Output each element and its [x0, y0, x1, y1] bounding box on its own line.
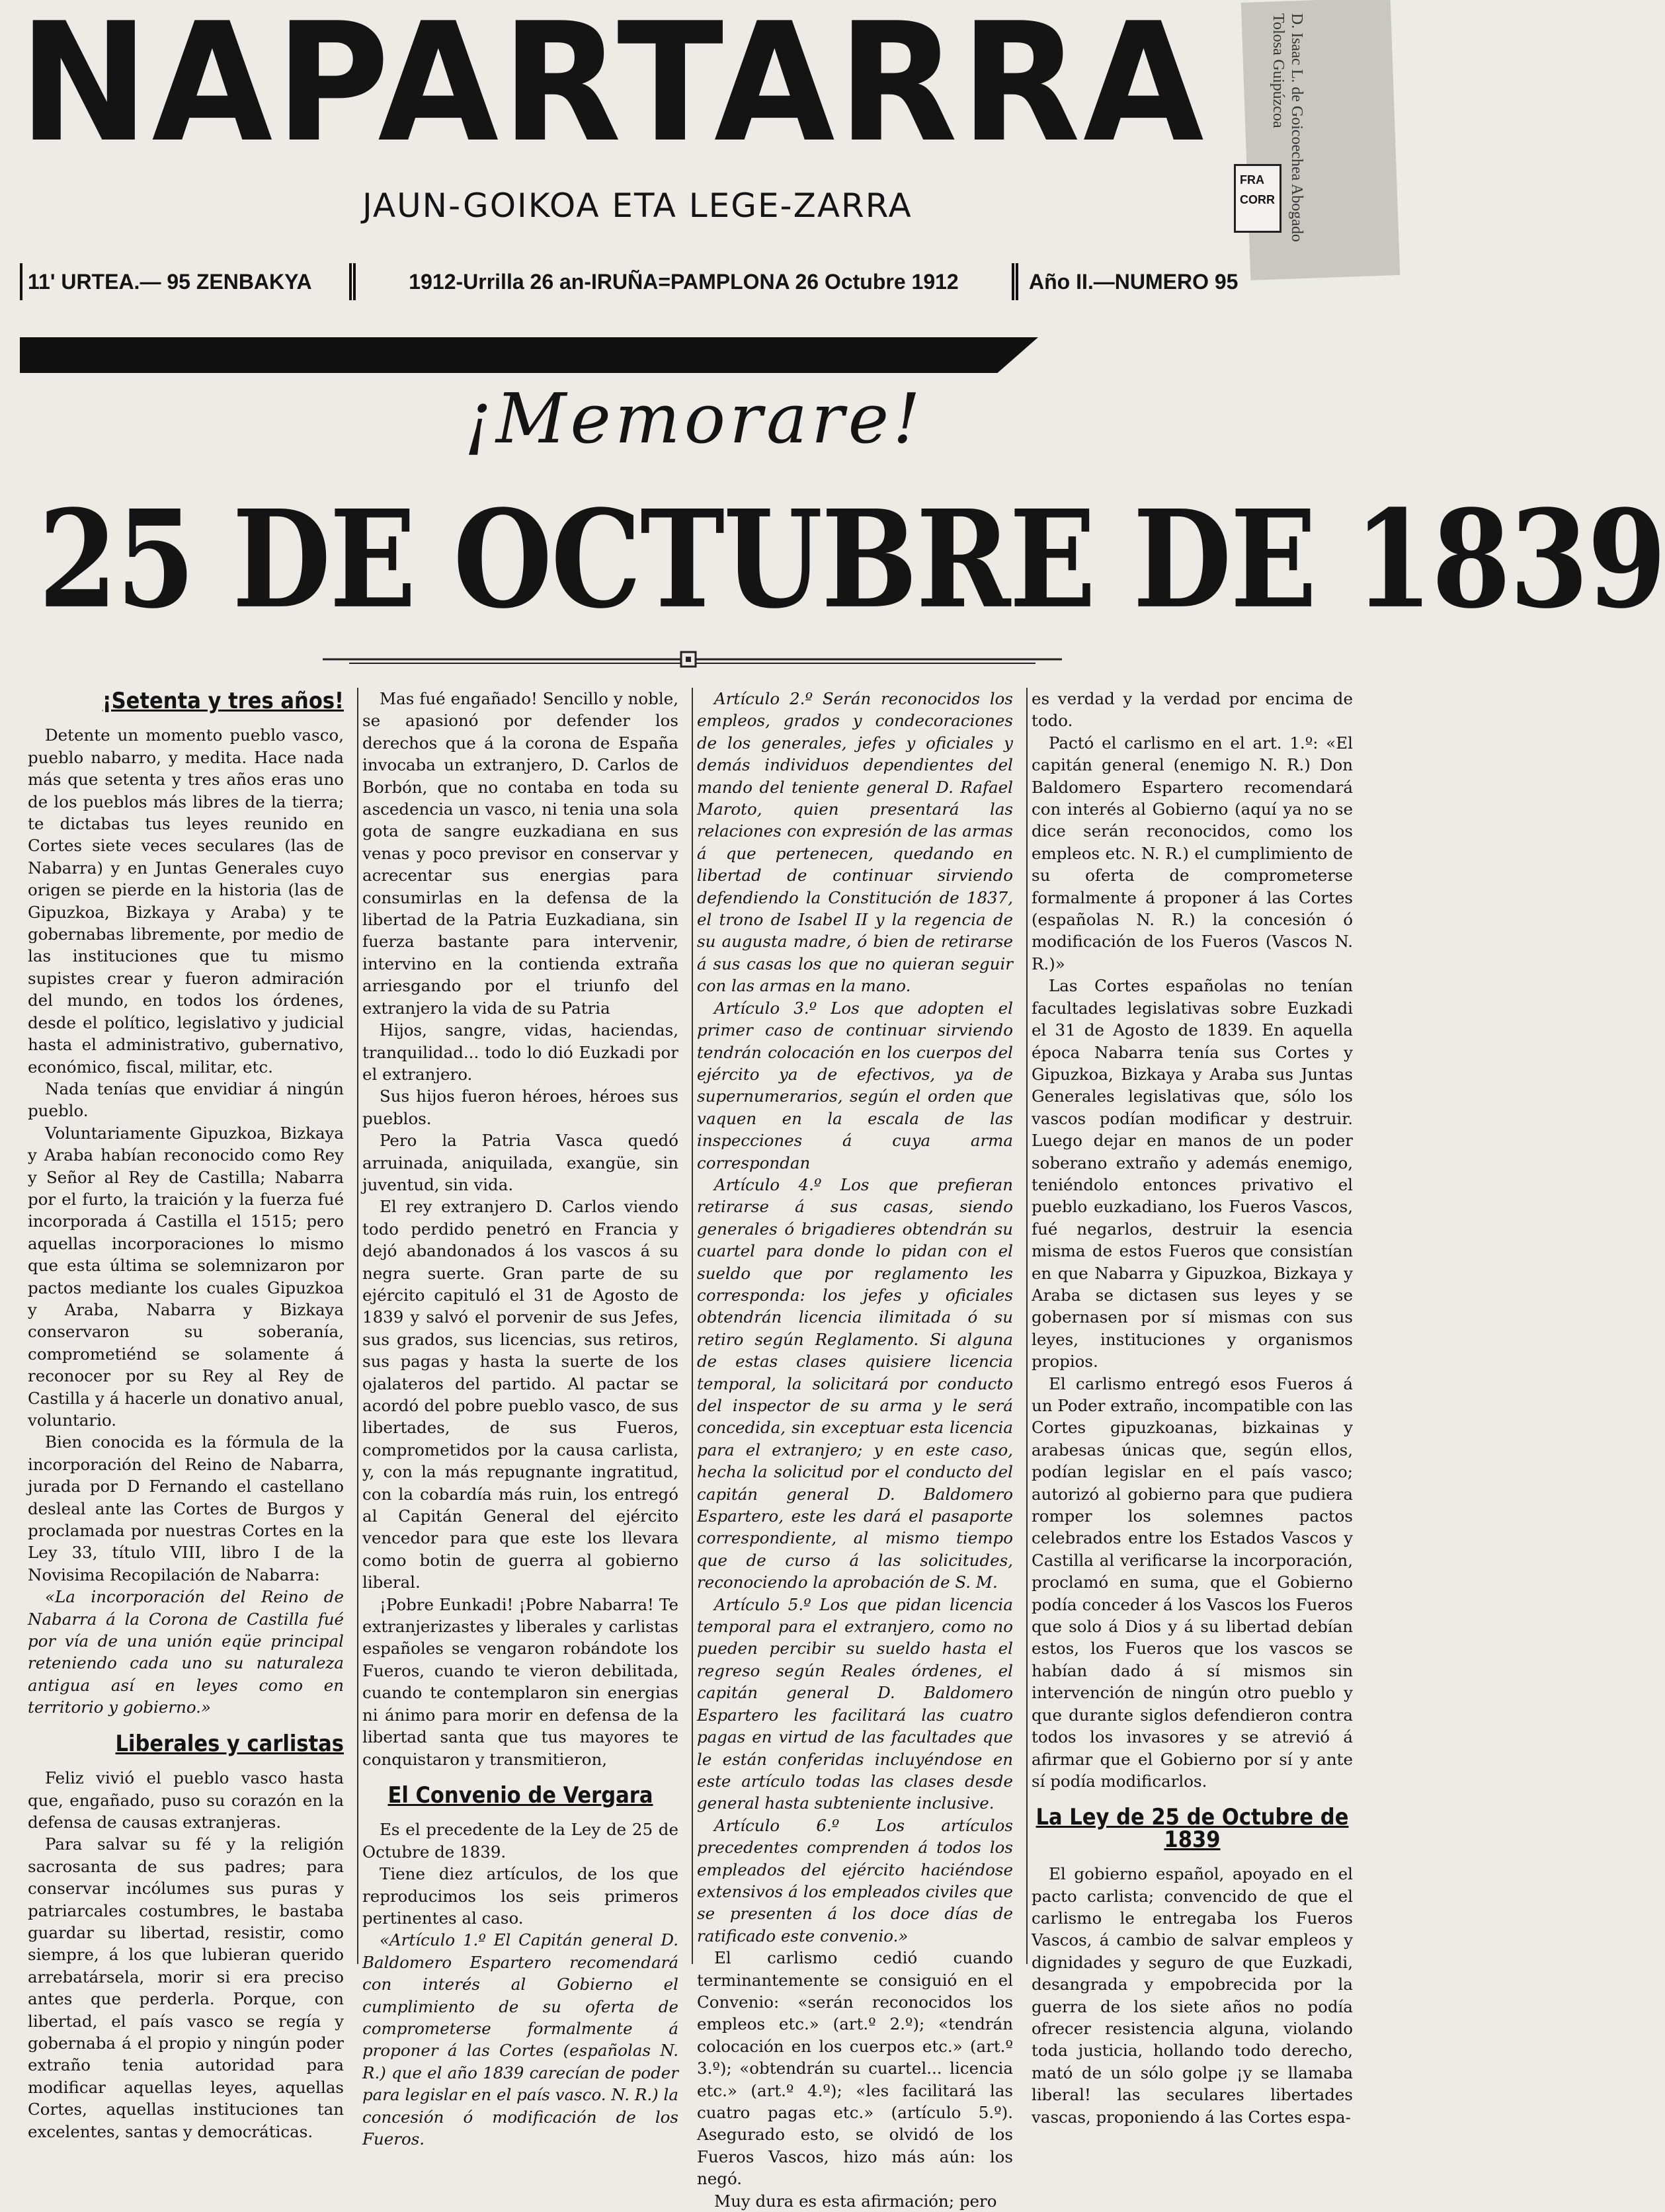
article-quote: Artículo 3.º Los que adopten el primer caso de continuar sirviendo tendrán colocación en los cuerpos del ejército ya de efectivos, ya de supernumerarios, según el orden que vaquen en la escala de las inspecciones á cuya arma correspondan [697, 998, 1013, 1172]
paragraph: Las Cortes españolas no tenían facultades legislativas sobre Euzkadi el 31 de Agosto de 1839. En aquella época Nabarra tenía sus Cortes y Gipuzkoa, Bizkaya y Araba sus Juntas Generales legislativas que, sólo los vascos podían modificar y destruir. Luego dejar en manos de un poder soberano extraño y además enemigo, teniéndolo entonces privativo el pueblo euzkadiano, los Fueros Vascos, fué negarlos, destruir la esencia misma de estos Fueros que consistían en que Nabarra y Gipuzkoa, Bizkaya y Araba se dictasen sus leyes y se gobernasen por sí mismas con sus leyes, instituciones y organismos propios. [1032, 976, 1353, 1372]
paragraph: El gobierno español, apoyado en el pacto carlista; convencido de que el carlismo le entregaba los Fueros Vascos, á cambio de salvar empleos y dignidades y seguro de que Euzkadi, desangrada y empobrecida por la guerra de los siete años no podía ofrecer resistencia alguna, violando toda justicia, hollando todo derecho, mató de un sólo golpe ¡y se llamaba liberal! las seculares libertades vascas, proponiendo á las Cortes espa- [1032, 1864, 1353, 2127]
dateline-issue-basque: 11' URTEA.— 95 ZENBAKYA [28, 269, 312, 294]
postage-line-2: CORR [1240, 193, 1275, 206]
paragraph: Hijos, sangre, vidas, haciendas, tranquilidad... todo lo dió Euzkadi por el extranjero. [362, 1020, 678, 1084]
kicker-headline: ¡Memorare! [464, 378, 924, 459]
paragraph: Voluntariamente Gipuzkoa, Bizkaya y Araba habían reconocido como Rey y Señor al Rey de Castilla; Nabarra por el furto, la traición y la fuerza fué incorporada á Castilla el 1515; pero aquellas incorporaciones lo mismo que esta última se solemnizaron por pactos mediante los cuales Gipuzkoa y Araba, Nabarra y Bizkaya conservaron su soberanía, comprometiénd se solamente á reconocer por su Rey al Rey de Castilla y á hacerle un donativo anual, voluntario. [28, 1123, 344, 1430]
paragraph: Es el precedente de la Ley de 25 de Octubre de 1839. [362, 1820, 678, 1862]
decorative-bar [20, 337, 1038, 373]
main-headline: 25 DE OCTUBRE DE 1839 [38, 479, 1665, 639]
article-quote: Artículo 4.º Los que prefieran retirarse á sus casas, siendo generales ó brigadieres obtendrán su cuartel para donde lo pidan con el sueldo que por reglamento les corresponda: los jefes y oficiales obtendrán licencia ilimitada ó su retiro según Reglamento. Si alguna de estas clases quisiere licencia temporal, la solicitará por conducto del inspector de su arma y le será concedida, sin exceptuar esta licencia para el extranjero; y en este caso, hecha la solicitud por el conducto del capitán general D. Baldomero Espartero, este les dará el pasaporte correspondiente, al mismo tiempo que de curso á las solicitudes, reconociendo la aprobación de S. M. [697, 1174, 1013, 1592]
address-sticker [1241, 0, 1401, 280]
address-sticker-text: D. Isaac L. de Goicoechea Abogado Tolosa Guipúzcoa [1270, 13, 1305, 242]
column-3 [697, 688, 1013, 2212]
dateline-divider [349, 263, 356, 300]
column-2 [362, 688, 678, 2150]
paragraph: Pero la Patria Vasca quedó arruinada, aniquilada, exangüe, sin juventud, sin vida. [362, 1131, 678, 1194]
article-quote: Artículo 2.º Serán reconocidos los empleos, grados y condecoraciones de los generales, jefes y oficiales y demás individuos dependientes del mando del teniente general D. Rafael Maroto, quien presentará las relaciones con expresión de las armas á que pertenecen, quedando en libertad de continuar sirviendo defendiendo la Constitución de 1837, el trono de Isabel II y la regencia de su augusta madre, ó bien de retirarse á sus casas los que no quieran seguir con las armas en la mano. [697, 689, 1013, 996]
dateline-divider [1012, 263, 1018, 300]
ornamental-rule [323, 649, 1062, 669]
dateline-rule-left [20, 263, 24, 300]
article-quote: Artículo 6.º Los artículos precedentes comprenden á todos los empleados del ejército haciéndose extensivos á los empleados civiles que se presenten á los doce días de ratificado este convenio.» [697, 1815, 1013, 1946]
section-heading-liberales: Liberales y carlistas [115, 1730, 344, 1757]
dateline-date: 1912-Urrilla 26 an-IRUÑA=PAMPLONA 26 Octubre 1912 [409, 269, 959, 294]
dateline-issue-spanish: Año II.—NUMERO 95 [1029, 269, 1239, 294]
column-4 [1032, 688, 1353, 2128]
paragraph: Para salvar su fé y la religión sacrosanta de sus padres; para conservar incólumes sus puras y patriarcales costumbres, le bastaba guardar su libertad, resistir, como siempre, á los que lubieran querido arrebatársela, morir si era preciso antes que perderla. Porque, con libertad, el país vasco se regía y gobernaba á el propio y ningún poder extraño tenia autoridad para modificar aquellas leyes, aquellas Cortes, aquellas instituciones tan excelentes, santas y democráticas. [28, 1834, 344, 2141]
postage-line-1: FRA [1240, 173, 1264, 186]
column-rule [692, 688, 693, 1964]
column-rule [1026, 688, 1028, 1964]
article-quote: «Artículo 1.º El Capitán general D. Baldomero Espartero recomendará con interés al Gobierno el cumplimiento de su oferta de comprometerse formalmente á proponer á las Cortes (españolas N. R.) que el año 1839 carecían de poder para legislar en el país vasco. N. R.) la concesión ó modificación de los Fueros. [362, 1930, 678, 2149]
section-heading-convenio: El Convenio de Vergara [387, 1782, 653, 1809]
quotation: «La incorporación del Reino de Nabarra á la Corona de Castilla fué por vía de una unión eqüe principal reteniendo cada uno su naturaleza antigua así en leyes como en territorio y gobierno.» [28, 1587, 344, 1717]
paragraph: ¡Pobre Eunkadi! ¡Pobre Nabarra! Te extranjerizastes y liberales y carlistas españoles se vengaron robándote los Fueros, cuando te vieron debilitada, cuando te contemplaron sin energias ni ánimo para morir en defensa de la libertad santa que tus mayores te conquistaron y transmitieron, [362, 1594, 678, 1769]
paragraph: Muy dura es esta afirmación; pero [714, 2191, 997, 2211]
column-1 [28, 688, 344, 2143]
paragraph: Bien conocida es la fórmula de la incorporación del Reino de Nabarra, jurada por D Fernando el castellano desleal ante las Cortes de Burgos y proclamada por nuestras Cortes en la Ley 33, título VIII, libro I de la Novisima Recopilación de Nabarra: [28, 1432, 344, 1584]
paragraph: El rey extranjero D. Carlos viendo todo perdido penetró en Francia y dejó abandonados á los vascos á su negra suerte. Gran parte de su ejército capituló el 31 de Agosto de 1839 y salvó el porvenir de sus Jefes, sus grados, sus licencias, sus retiros, sus pagas y hasta la suerte de los ojalateros del partido. Al pactar se acordó del pobre pueblo vasco, de sus libertades, de sus Fueros, comprometidos por la causa carlista, y, con la más repugnante ingratitud, con la cobardía más ruin, los entregó al Capitán General del ejército vencedor para que este los llevara como botin de guerra al gobierno liberal. [362, 1197, 678, 1592]
paragraph: Mas fué engañado! Sencillo y noble, se apasionó por defender los derechos que á la corona de España invocaba un extranjero, D. Carlos de Borbón, que no contaba en toda su ascedencia un vasco, ni tenia una sola gota de sangre euzkadiana en sus venas y poco previsor en conservar y acrecentar sus energias para consumirlas en la defensa de la libertad de la Patria Euzkadiana, sin fuerza bastante para intervenir, intervino en la contienda extraña arriesgando por el triunfo del extranjero la vida de su Patria [362, 689, 678, 1018]
paragraph: Nada tenías que envidiar á ningún pueblo. [28, 1079, 344, 1121]
paragraph: El carlismo entregó esos Fueros á un Poder extraño, incompatible con las Cortes gipuzkoanas, bizkainas y arabesas únicas que, según ellos, podían legislar en el país vasco; autorizó al gobierno para que pudiera romper los solemnes pactos celebrados entre los Estados Vascos y Castilla al verificarse la incorporación, proclamó en suma, que el Gobierno podía conceder á los Vascos los Fueros que solo á Dios y á su libertad debían estos, los Fueros que los vascos se habían dado á sí mismos sin intervención de ningún otro pueblo y que durante siglos defendieron contra todos los invasores y se atrevió á afirmar que el Gobierno por sí y ante sí podía modificarlos. [1032, 1373, 1354, 1791]
section-heading-ley: La Ley de 25 de Octubre de 1839 [1036, 1804, 1349, 1853]
paragraph: El carlismo cedió cuando terminantemente se consiguió en el Convenio: «serán reconocidos los empleos etc.» (art.º 2.º); «tendrán colocación en los cuerpos etc.» (art.º 3.º); «obtendrán su cuartel... licencia etc.» (art.º 4.º); «les facilitará las cuatro pagas etc.» (artículo 5.º). Asegurado esto, se olvidó de los Fueros Vascos, hizo más aún: los negó. [697, 1948, 1013, 2189]
article-quote: Artículo 5.º Los que pidan licencia temporal para el extranjero, como no pueden percibir su sueldo hasta el regreso según Reales órdenes, el capitán general D. Baldomero Espartero les facilitará las cuatro pagas en virtud de las facultades que le están conferidas incluyéndose en este artículo todas las clases desde general hasta subteniente inclusive. [697, 1594, 1013, 1813]
paragraph: Detente un momento pueblo vasco, pueblo nabarro, y medita. Hace nada más que setenta y tres años eras uno de los pueblos más libres de la tierra; te dictabas tus leyes reunido en Cortes siete veces seculares (las de Nabarra) y en Juntas Generales cuyo origen se pierde en la historia (las de Gipuzkoa, Bizkaya y Araba) y te gobernabas libremente, por medio de las instituciones que tu mismo supistes crear y fueron admiración del mundo, en todos los órdenes, desde el político, legislativo y judicial hasta el administrativo, gubernativo, económico, fiscal, militar, etc. [28, 725, 344, 1077]
paragraph: Pactó el carlismo en el art. 1.º: «El capitán general (enemigo N. R.) Don Baldomero Espartero recomendará con interés al Gobierno (aquí ya no se dice serán reconocidos, como los empleos etc. N. R.) el cumplimiento de su oferta de comprometerse formalmente á proponer á las Cortes (españolas N. R.) la concesión ó modificación de los Fueros (Vascos N. R.)» [1032, 733, 1353, 973]
postage-box [1234, 164, 1281, 233]
paragraph: Sus hijos fueron héroes, héroes sus pueblos. [362, 1086, 678, 1128]
motto: JAUN-GOIKOA ETA LEGE-ZARRA [362, 186, 913, 225]
section-heading-setenta: ¡Setenta y tres años! [102, 688, 344, 714]
newspaper-title: NAPARTARRA [19, 0, 1207, 179]
paragraph: Tiene diez artículos, de los que reproducimos los seis primeros pertinentes al caso. [362, 1864, 678, 1928]
paragraph: es verdad y la verdad por encima de todo. [1032, 689, 1353, 731]
paragraph: Feliz vivió el pueblo vasco hasta que, engañado, puso su corazón en la defensa de causas extranjeras. [28, 1768, 344, 1832]
column-rule [357, 688, 358, 1964]
dateline [20, 259, 1270, 304]
